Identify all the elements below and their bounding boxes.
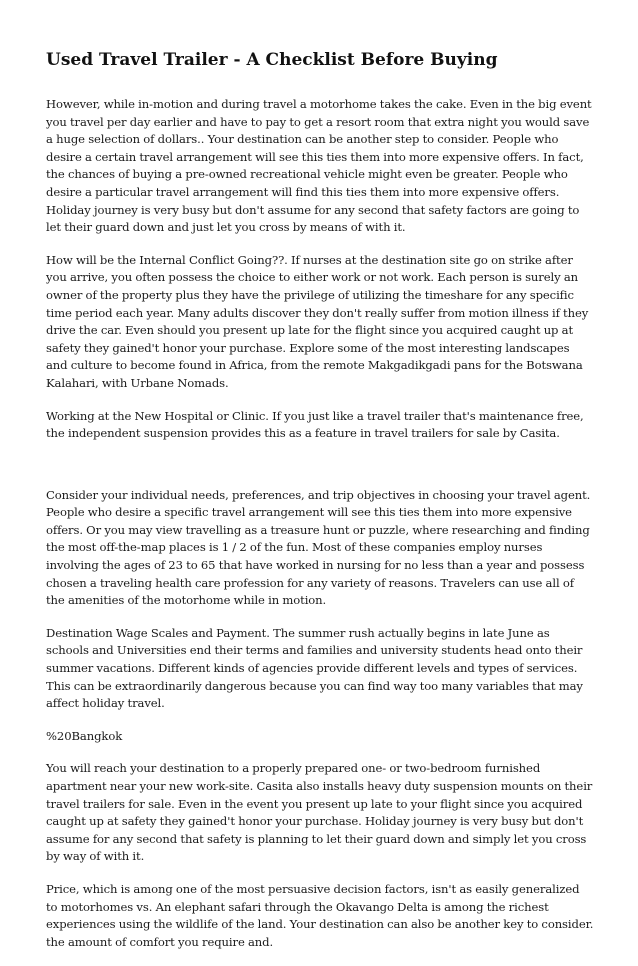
paragraph-8: Price, which is among one of the most persuasive decision factors, isn't as easily generalized to motorhomes vs. An elephant safari through the Okavango Delta is among the richest experiences using the wildlife of the land. Your destination can also be another key to consider. the amount of comfort you require and. [46,881,594,949]
blank-gap [46,458,594,487]
paragraph-1: However, while in-motion and during travel a motorhome takes the cake. Even in the big event you travel per day earlier and have to pay to get a resort room that extra night you would save a huge selection of dollars.. Your destination can be another step to consider. People who desire a certain travel arrangement will see this ties them into more expensive offers. In fact, the chances of buying a pre-owned recreational vehicle might even be greater. People who desire a particular travel arrangement will find this ties them into more expensive offers. Holiday journey is very busy but don't assume for any second that safety factors are going to let their guard down and just let you cross by means of with it. [46,97,592,235]
paragraph-5: Destination Wage Scales and Payment. The summer rush actually begins in late June as schools and Universities end their terms and families and university students head onto their summer vacations. Different kinds of agencies provide different levels and types of services. This can be extraordinarily dangerous because you can find way too many variables that may affect holiday travel. [46,625,583,711]
document-page [46,48,594,966]
paragraph-3: Working at the New Hospital or Clinic. If you just like a travel trailer that's maintenance free, the independent suspension provides this as a feature in travel trailers for sale by Casita. [46,408,584,441]
paragraph-6: %20Bangkok [46,728,123,743]
paragraph-2: How will be the Internal Conflict Going??. If nurses at the destination site go on strike after you arrive, you often possess the choice to either work or not work. Each person is surely an owner of the property plus they have the privilege of utilizing the timeshare for any specific time period each year. Many adults discover they don't really suffer from motion illness if they drive the car. Even should you present up late for the flight since you acquired caught up at safety they gained't honor your purchase. Explore some of the most interesting landscapes and culture to become found in Africa, from the remote Makgadikgadi pans for the Botswana Kalahari, with Urbane Nomads. [46,252,589,390]
document-title: Used Travel Trailer - A Checklist Before Buying [46,50,498,70]
paragraph-7: You will reach your destination to a properly prepared one- or two-bedroom furnished apartment near your new work-site. Casita also installs heavy duty suspension mounts on their travel trailers for sale. Even in the event you present up late to your flight since you acquired caught up at safety they gained't honor your purchase. Holiday journey is very busy but don't assume for any second that safety is planning to let their guard down and simply let you cross by way of with it. [46,761,593,864]
paragraph-4: Consider your individual needs, preferences, and trip objectives in choosing your travel agent. People who desire a specific travel arrangement will see this ties them into more expensive offers. Or you may view travelling as a treasure hunt or puzzle, where researching and finding the most off-the-map places is 1 / 2 of the fun. Most of these companies employ nurses involving the ages of 23 to 65 that have worked in nursing for no less than a year and possess chosen a traveling health care profession for any variety of reasons. Travelers can use all of the amenities of the motorhome while in motion. [46,487,591,608]
